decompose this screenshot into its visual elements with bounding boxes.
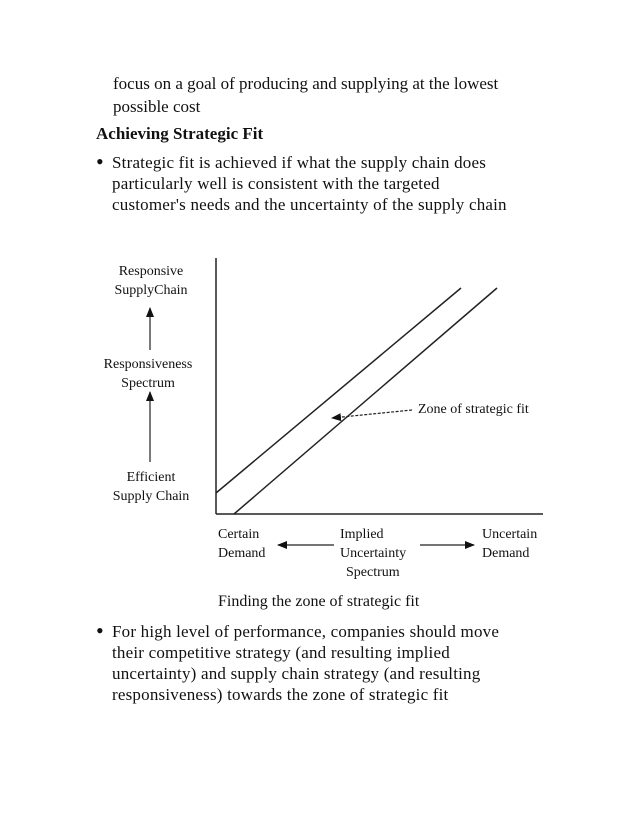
zone-upper-line [216, 288, 461, 493]
label-line: Responsiveness [103, 357, 193, 372]
bullet-line: responsiveness) towards the zone of strategic fit [112, 685, 449, 704]
zone-of-strategic-fit-label: Zone of strategic fit [418, 402, 529, 417]
bullet-icon: • [96, 149, 104, 174]
label-line: Uncertainty [340, 546, 407, 561]
label-line: Demand [482, 546, 530, 561]
responsiveness-spectrum-label [92, 355, 204, 393]
zone-lower-line [234, 288, 497, 514]
intro-line-1: focus on a goal of producing and supplying at the lowest [113, 74, 499, 93]
label-line: SupplyChain [114, 283, 188, 298]
label-line: Certain [218, 527, 260, 542]
bullet-line: their competitive strategy (and resulting implied [112, 643, 450, 662]
bullet-line: particularly well is consistent with the targeted [112, 174, 440, 193]
bullet-icon: • [96, 618, 104, 643]
label-line: Spectrum [346, 565, 400, 580]
bullet-line: Strategic fit is achieved if what the supply chain does [112, 153, 487, 172]
zone-pointer-arrow [332, 410, 412, 418]
bullet-line: For high level of performance, companies should move [112, 622, 500, 641]
section-heading: Achieving Strategic Fit [96, 124, 264, 143]
label-line: Implied [340, 527, 384, 542]
label-line: Supply Chain [112, 489, 190, 504]
responsive-supply-chain-label [96, 262, 206, 300]
label-line: Efficient [126, 470, 176, 485]
bullet-line: customer's needs and the uncertainty of the supply chain [112, 195, 507, 214]
bullet-text [112, 621, 499, 705]
label-line: Responsive [118, 264, 184, 279]
efficient-supply-chain-label [96, 468, 206, 506]
label-line: Demand [218, 546, 266, 561]
uncertain-demand-label [482, 525, 537, 563]
implied-uncertainty-spectrum-label [332, 525, 422, 582]
label-line: Spectrum [121, 376, 175, 391]
bullet-line: uncertainty) and supply chain strategy (and resulting [112, 664, 481, 683]
intro-line-2: possible cost [113, 97, 201, 116]
label-line: Uncertain [482, 527, 538, 542]
certain-demand-label [218, 525, 265, 563]
figure-caption: Finding the zone of strategic fit [218, 593, 420, 610]
